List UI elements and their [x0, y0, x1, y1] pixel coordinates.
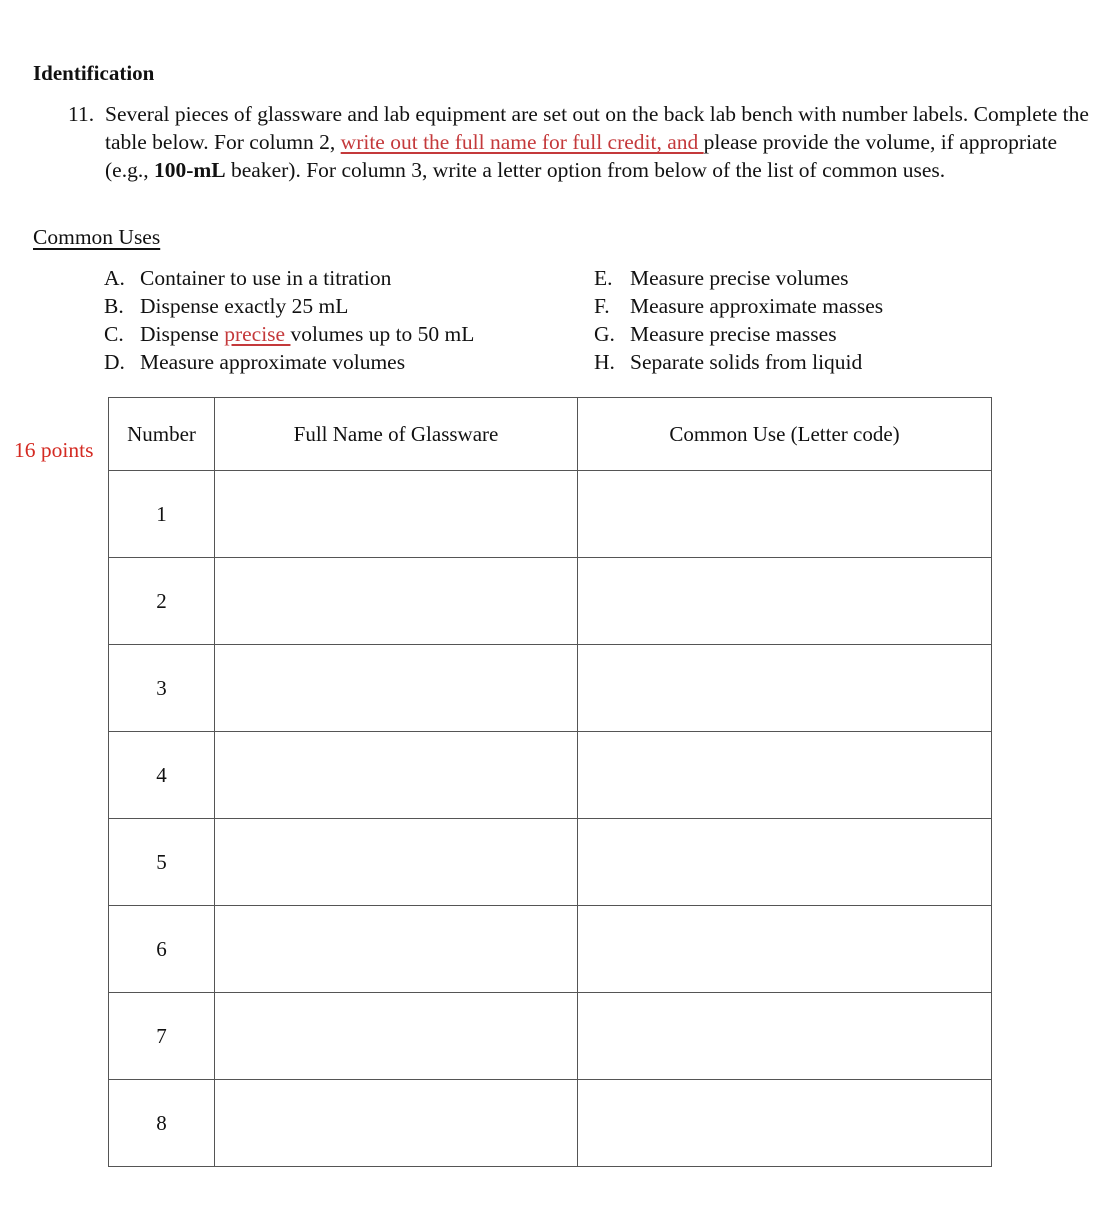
- header-number: Number: [109, 398, 215, 471]
- question-11: [68, 100, 1098, 184]
- glassware-name-cell[interactable]: [215, 1080, 578, 1167]
- glassware-name-cell[interactable]: [215, 906, 578, 993]
- use-option-a: A. Container to use in a titration: [104, 266, 392, 290]
- use-option-d: D. Measure approximate volumes: [104, 350, 406, 374]
- question-text: Several pieces of glassware and lab equipment are set out on the back lab bench with number labels. Complete the table below. For column 2, write out the full name for full credit, and please provide the volume, if appropriate (e.g., 100-mL beaker). For column 3, write a letter option from below of the list of common uses.: [105, 102, 1089, 182]
- letter-code-cell[interactable]: [578, 471, 992, 558]
- use-option-b: B. Dispense exactly 25 mL: [104, 294, 349, 318]
- row-number: 7: [109, 993, 215, 1080]
- row-number: 3: [109, 645, 215, 732]
- row-number: 8: [109, 1080, 215, 1167]
- header-full-name: Full Name of Glassware: [215, 398, 578, 471]
- row-number: 2: [109, 558, 215, 645]
- common-uses-list-left: [104, 264, 474, 376]
- table-row: [109, 732, 992, 819]
- use-option-g: G. Measure precise masses: [594, 322, 837, 346]
- table-row: [109, 906, 992, 993]
- letter-code-cell[interactable]: [578, 906, 992, 993]
- glassware-name-cell[interactable]: [215, 558, 578, 645]
- letter-code-cell[interactable]: [578, 993, 992, 1080]
- glassware-name-cell[interactable]: [215, 732, 578, 819]
- use-option-f: F. Measure approximate masses: [594, 294, 884, 318]
- table-row: [109, 645, 992, 732]
- table-header-row: [109, 398, 992, 471]
- question-number: 11.: [68, 102, 95, 126]
- header-common-use: Common Use (Letter code): [578, 398, 992, 471]
- points-label: 16 points: [14, 438, 94, 462]
- row-number: 6: [109, 906, 215, 993]
- letter-code-cell[interactable]: [578, 558, 992, 645]
- common-uses-title: Common Uses: [33, 225, 161, 249]
- table-row: [109, 1080, 992, 1167]
- letter-code-cell[interactable]: [578, 819, 992, 906]
- glassware-name-cell[interactable]: [215, 645, 578, 732]
- letter-code-cell[interactable]: [578, 645, 992, 732]
- use-option-h: H. Separate solids from liquid: [594, 350, 863, 374]
- table-row: [109, 993, 992, 1080]
- letter-code-cell[interactable]: [578, 1080, 992, 1167]
- glassware-table: [108, 397, 992, 1167]
- use-option-c: C. Dispense precise volumes up to 50 mL: [104, 322, 475, 346]
- common-uses-list-right: [594, 264, 883, 376]
- table-row: [109, 558, 992, 645]
- table-row: [109, 471, 992, 558]
- glassware-name-cell[interactable]: [215, 993, 578, 1080]
- use-option-e: E. Measure precise volumes: [594, 266, 849, 290]
- glassware-name-cell[interactable]: [215, 471, 578, 558]
- row-number: 4: [109, 732, 215, 819]
- full-credit-note: write out the full name for full credit, and: [340, 130, 704, 154]
- row-number: 1: [109, 471, 215, 558]
- table-row: [109, 819, 992, 906]
- row-number: 5: [109, 819, 215, 906]
- glassware-name-cell[interactable]: [215, 819, 578, 906]
- section-heading: Identification: [33, 61, 155, 85]
- letter-code-cell[interactable]: [578, 732, 992, 819]
